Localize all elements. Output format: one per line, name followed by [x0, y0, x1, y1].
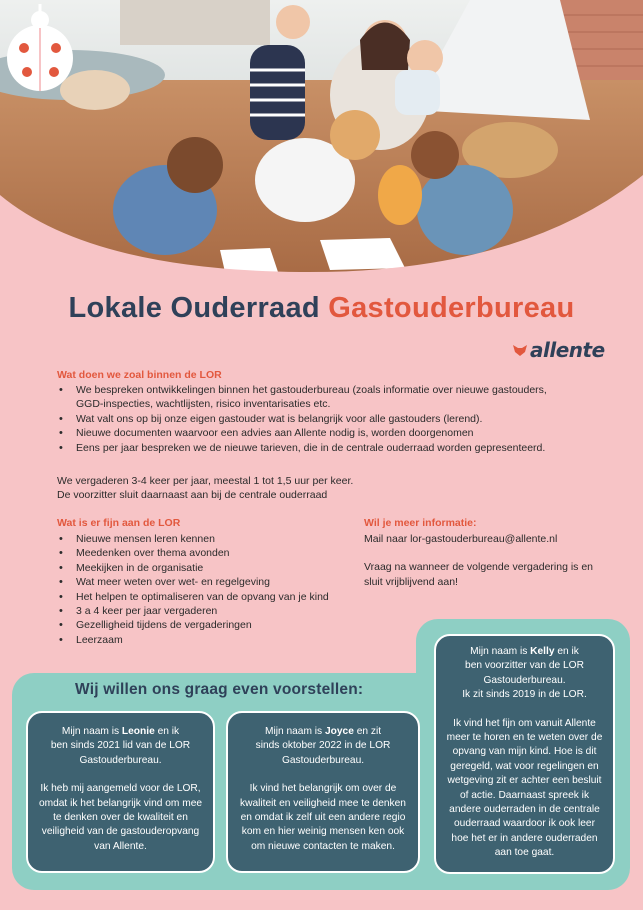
list-item: • Nieuwe mensen leren kennen — [57, 532, 357, 546]
hero-illustration — [0, 0, 643, 275]
list-item: • Eens per jaar bespreken we de nieuwe tarieven, die in de centrale ouderraad worden gepresenteerd. — [57, 441, 617, 455]
section-activities-heading: Wat doen we zoal binnen de LOR — [57, 369, 222, 381]
member-name: Joyce — [324, 726, 354, 737]
card-text: Ik heb mij aangemeld voor de LOR, omdat ik het belangrijk vind om mee te denken over de kwaliteit en veiligheid van de gastouderopvang van Allente. — [38, 783, 203, 852]
page-title — [0, 292, 643, 325]
list-item: • 3 a 4 keer per jaar vergaderen — [57, 604, 357, 618]
list-item-continuation: GGD-inspecties, wachtlijsten, risico inventarisaties etc. — [76, 398, 331, 411]
list-item: • Meedenken over thema avonden — [57, 546, 357, 560]
fox-icon — [512, 342, 528, 358]
brand-logo — [512, 336, 612, 364]
benefits-list — [57, 532, 357, 647]
list-item: • Meekijken in de organisatie — [57, 561, 357, 575]
intro-heading: Wij willen ons graag even voorstellen: — [75, 681, 364, 698]
section-contact-heading: Wil je meer informatie: — [364, 517, 477, 529]
list-item: • Nieuwe documenten waarvoor een advies aan Allente nodig is, worden doorgenomen — [57, 426, 617, 440]
member-card-kelly — [434, 634, 615, 874]
list-item: • Gezelligheid tijdens de vergaderingen — [57, 618, 357, 632]
card-text: Ik vind het fijn om vanuit Allente meer te horen en te weten over de opvang van mijn kind. Hoe is dit geregeld, wat voor regelingen en wetgeving zit er achter een besluit of actie. Daarnaast spreek ik andere ouderraden in de centrale ouderraad waardoor ik ook leer hoe het er in andere ouderraden aan toe gaat. — [446, 717, 603, 859]
title-part-1: Lokale Ouderraad — [68, 292, 320, 324]
member-name: Leonie — [121, 726, 155, 737]
list-item: • Het helpen te optimaliseren van de opvang van je kind — [57, 590, 357, 604]
card-intro: Mijn naam is Leonie en ik ben sinds 2021 lid van de LOR Gastouderbureau. — [50, 726, 191, 766]
meetings-chair: De voorzitter sluit daarnaast aan bij de centrale ouderraad — [57, 489, 328, 502]
meetings-frequency: We vergaderen 3-4 keer per jaar, meestal 1 tot 1,5 uur per keer. — [57, 475, 354, 487]
card-intro: Mijn naam is Kelly en ik ben voorzitter van de LOR Gastouderbureau. Ik zit sinds 2019 in de LOR. — [462, 646, 587, 701]
list-item: • Leerzaam — [57, 633, 357, 647]
card-text: Ik vind het belangrijk om over de kwaliteit en veiligheid mee te denken en omdat ik zelf uit een andere regio kom en hier weinig mensen ken ook om nieuwe contacten te maken. — [240, 783, 406, 852]
activities-list — [57, 383, 617, 455]
title-part-2: Gastouderbureau — [328, 292, 575, 324]
section-benefits — [57, 517, 357, 647]
contact-mail[interactable]: Mail naar lor-gastouderbureau@allente.nl — [364, 533, 558, 545]
list-item: • Wat valt ons op bij onze eigen gastouder wat is belangrijk voor alle gastouders (lerend). — [57, 412, 617, 426]
section-benefits-heading: Wat is er fijn aan de LOR — [57, 517, 181, 529]
member-name: Kelly — [530, 646, 555, 657]
member-card-joyce — [226, 711, 420, 873]
card-intro: Mijn naam is Joyce en zit sinds oktober 2022 in de LOR Gastouderbureau. — [255, 726, 391, 766]
list-item: • We bespreken ontwikkelingen binnen het gastouderbureau (zoals informatie over nieuwe gastouders, — [57, 383, 617, 397]
contact-ask: Vraag na wanneer de volgende vergadering is en sluit vrijblijvend aan! — [364, 561, 594, 588]
hero-photo — [0, 0, 643, 275]
ladybug-icon — [0, 0, 80, 100]
list-item: • Wat meer weten over wet- en regelgeving — [57, 575, 357, 589]
brand-name: allente — [530, 338, 605, 362]
member-card-leonie — [26, 711, 215, 873]
meetings-info — [57, 474, 597, 503]
section-contact — [364, 517, 614, 589]
section-activities — [57, 369, 617, 455]
